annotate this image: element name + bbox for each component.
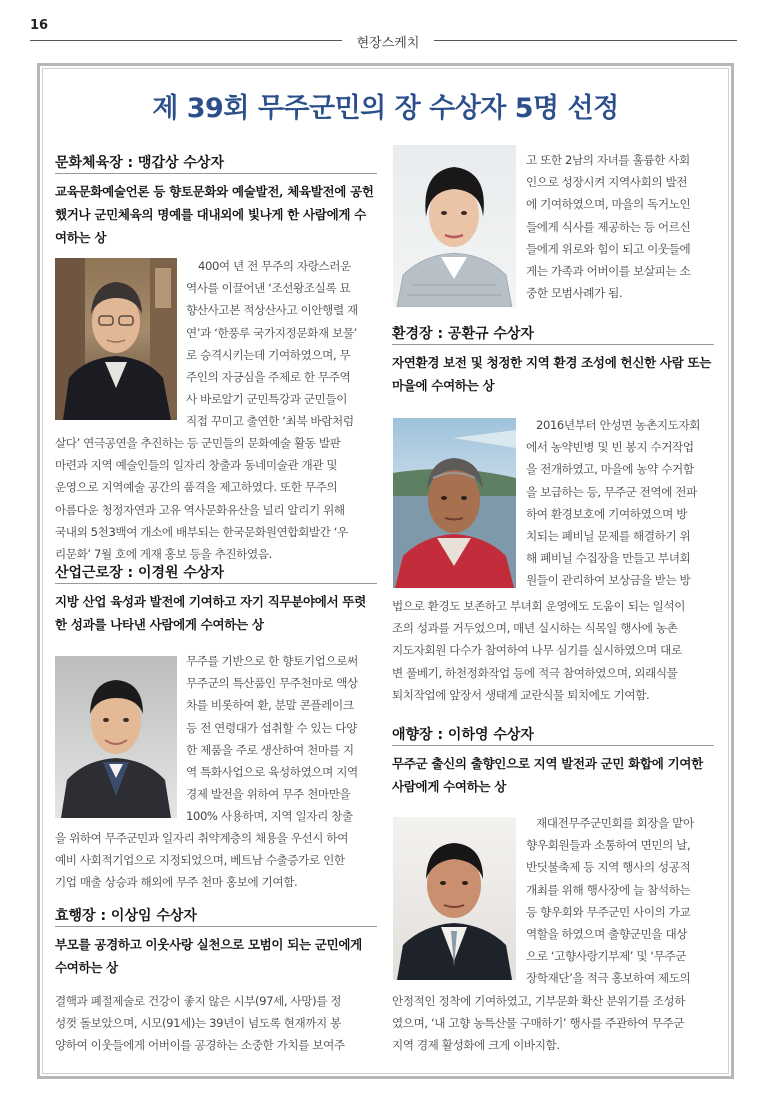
text-line: 성껏 돌보았으며, 시모(91세)는 39년이 넘도록 현재까지 봉 bbox=[55, 1016, 341, 1031]
text-line: 주인의 자긍심을 주제로 한 무주역 bbox=[186, 370, 351, 385]
text-line: 마련과 지역 예술인들의 일자리 창출과 동네미술관 개관 및 bbox=[55, 458, 338, 473]
award-subtitle: 무주군 출신의 출향인으로 지역 발전과 군민 화합에 기여한 사람에게 수여하는 상 bbox=[392, 756, 703, 794]
award-industry-body-full bbox=[55, 827, 378, 894]
text-line: 에 기여하였으며, 마을의 독거노인 bbox=[526, 197, 691, 212]
text-line: 해 폐비닐 수집장을 만들고 부녀회 bbox=[526, 551, 691, 566]
text-line: 양하여 이웃들에게 어버이를 공경하는 소중한 가치를 보여주 bbox=[55, 1038, 345, 1053]
award-industry-body-wrap bbox=[186, 650, 378, 828]
text-line: 중한 모범사례가 됨. bbox=[526, 286, 623, 301]
text-line: 리문화’ 7월 호에 게재 홍보 등을 추진하였음. bbox=[55, 547, 272, 562]
award-heading: 산업근로장 : 이경원 수상자 bbox=[55, 560, 377, 584]
text-line: 역 특화사업으로 육성하였으며 지역 bbox=[186, 765, 358, 780]
text-line: 향우회원들과 소통하여 면민의 날, bbox=[526, 838, 691, 853]
text-line: 살다’ 연극공연을 추진하는 등 군민들의 문화예술 활동 발판 bbox=[55, 436, 341, 450]
award-filial bbox=[55, 903, 377, 979]
text-line: 로 승격시키는데 기여하였으며, 무 bbox=[186, 347, 351, 362]
award-heading: 애향장 : 이하영 수상자 bbox=[392, 722, 714, 746]
award-culture-body-wrap bbox=[186, 255, 378, 433]
text-line: 예비 사회적기업으로 지정되었으며, 베트남 수출증가로 인한 bbox=[55, 853, 345, 868]
text-line: 사 바로알기 군민특강과 군민들이 bbox=[186, 392, 348, 407]
award-environment bbox=[392, 321, 714, 397]
award-culture-body-full bbox=[55, 432, 378, 565]
award-subtitle: 지방 산업 육성과 발전에 기여하고 자기 직무분야에서 뚜렷한 성과를 나타낸 사람에게 수여하는 상 bbox=[55, 594, 366, 632]
text-line: 등 향우회와 무주군민 사이의 가교 bbox=[526, 904, 691, 919]
text-line: 한 제품을 주로 생산하여 천마를 지 bbox=[186, 742, 354, 757]
text-line: 고 또한 2남의 자녀를 훌륭한 사회 bbox=[526, 153, 690, 167]
text-line: 게는 가족과 어버이를 보살피는 소 bbox=[526, 264, 691, 279]
text-line: 역사를 이끌어낸 ‘조선왕조실록 묘 bbox=[186, 281, 351, 296]
award-hometown-body-full bbox=[392, 990, 716, 1057]
text-line: 지도자회원 다수가 참여하여 나무 심기를 실시하였으며 대로 bbox=[392, 643, 682, 658]
text-line: 무주를 기반으로 한 향토기업으로써 bbox=[186, 654, 358, 668]
award-filial-body-continued bbox=[526, 149, 716, 304]
text-line: 기업 매출 상승과 해외에 무주 천마 홍보에 기여함. bbox=[55, 875, 298, 890]
text-line: 반딧불축제 등 지역 행사의 성공적 bbox=[526, 860, 691, 875]
award-heading: 효행장 : 이상임 수상자 bbox=[55, 903, 377, 927]
text-line: 을 위하여 무주군민과 일자리 취약계층의 채용을 우선시 하여 bbox=[55, 831, 348, 845]
text-line: 등 전 연령대가 섭취할 수 있는 다양 bbox=[186, 720, 357, 735]
text-line: 하여 환경보호에 기여하였으며 방 bbox=[526, 506, 688, 521]
text-line: 역할을 하였으며 출향군민을 대상 bbox=[526, 927, 688, 942]
text-line: 안정적인 정착에 기여하였고, 기부문화 확산 분위기를 조성하 bbox=[392, 994, 685, 1008]
text-line: 국내외 5천3백여 개소에 배부되는 한국문화원연합회발간 ‘우 bbox=[55, 524, 348, 539]
text-line: 차를 비롯하여 환, 분말 콘플레이크 bbox=[186, 698, 354, 713]
award-culture bbox=[55, 150, 377, 249]
text-line: 무주군의 특산품인 무주천마로 액상 bbox=[186, 676, 358, 691]
text-line: 을 보급하는 등, 무주군 전역에 전파 bbox=[526, 484, 697, 499]
text-line: 경제 발전을 위하여 무주 천마만을 bbox=[186, 787, 351, 802]
text-line: 에서 농약빈병 및 빈 봉지 수거작업 bbox=[526, 440, 694, 455]
portrait-lee-sangim bbox=[393, 145, 516, 307]
text-line: 재대전무주군민회를 회장을 맡아 bbox=[536, 816, 694, 830]
text-line: 연’과 ‘한풍루 국가지정문화재 보물’ bbox=[186, 325, 357, 340]
portrait-lee-hayeong bbox=[393, 817, 516, 980]
text-line: 원들이 관리하여 보상금을 받는 방 bbox=[526, 573, 691, 588]
award-industry bbox=[55, 560, 377, 636]
text-line: 장학재단’을 적극 홍보하여 제도의 bbox=[526, 971, 691, 986]
award-subtitle: 교육문화예술언론 등 향토문화와 예술발전, 체육발전에 공헌했거나 군민체육의 명예를 대내외에 빛나게 한 사람에게 수여하는 상 bbox=[55, 184, 374, 245]
section-name: 현장스케치 bbox=[356, 36, 420, 51]
text-line: 개최를 위해 행사장에 늘 참석하는 bbox=[526, 882, 691, 897]
text-line: 을 전개하였고, 마을에 농약 수거함 bbox=[526, 462, 694, 477]
text-line: 조의 성과를 거두었으며, 매년 실시하는 식목일 행사에 농촌 bbox=[392, 621, 678, 636]
text-line: 법으로 환경도 보존하고 부녀회 운영에도 도움이 되는 일석이 bbox=[392, 599, 685, 613]
text-line: 퇴치작업에 앞장서 생태계 교란식물 퇴치에도 기여함. bbox=[392, 687, 650, 702]
text-line: 인으로 성장시켜 지역사회의 발전 bbox=[526, 175, 688, 190]
text-line: 였으며, ‘내 고향 농특산물 구매하기’ 행사를 주관하여 무주군 bbox=[392, 1016, 685, 1031]
award-subtitle: 부모를 공경하고 이웃사랑 실천으로 모범이 되는 군민에게 수여하는 상 bbox=[55, 937, 362, 975]
text-line: 변 풀베기, 하천정화작업 등에 적극 참여하였으며, 외래식물 bbox=[392, 665, 678, 680]
header-rule-left bbox=[30, 40, 342, 41]
text-line: 향산사고본 적상산사고 이안행렬 재 bbox=[186, 303, 358, 318]
portrait-maeng-gapsang bbox=[55, 258, 177, 420]
text-line: 결핵과 폐절제술로 건강이 좋지 않은 시부(97세, 사망)를 정 bbox=[55, 994, 342, 1008]
award-hometown-body-wrap bbox=[526, 812, 716, 990]
award-hometown bbox=[392, 722, 714, 798]
award-environment-body-full bbox=[392, 595, 716, 706]
text-line: 들에게 위로와 힘이 되고 이웃들에 bbox=[526, 241, 691, 256]
header-rule-right bbox=[434, 40, 737, 41]
text-line: 들에게 식사를 제공하는 등 어르신 bbox=[526, 219, 691, 234]
text-line: 지역 경제 활성화에 크게 이바지함. bbox=[392, 1038, 560, 1053]
text-line: 치되는 폐비닐 문제를 해결하기 위 bbox=[526, 529, 691, 544]
text-line: 직접 꾸미고 출연한 ‘최북 바람처럼 bbox=[186, 414, 354, 429]
portrait-lee-gyeongwon bbox=[55, 656, 177, 818]
award-filial-body-full bbox=[55, 990, 378, 1057]
text-line: 2016년부터 안성면 농촌지도자회 bbox=[536, 418, 701, 432]
award-heading: 문화체육장 : 맹갑상 수상자 bbox=[55, 150, 377, 174]
text-line: 으로 ‘고향사랑기부제’ 및 ‘무주군 bbox=[526, 949, 687, 964]
article-title: 제 39회 무주군민의 장 수상자 5명 선정 bbox=[152, 93, 619, 124]
award-heading: 환경장 : 공환규 수상자 bbox=[392, 321, 714, 345]
text-line: 100% 사용하며, 지역 일자리 창출 bbox=[186, 809, 353, 824]
award-subtitle: 자연환경 보전 및 청정한 지역 환경 조성에 헌신한 사람 또는 마을에 수여하는 상 bbox=[392, 355, 712, 393]
text-line: 아름다운 청정자연과 고유 역사문화유산을 널리 알리기 위해 bbox=[55, 502, 345, 517]
text-line: 운영으로 지역예술 공간의 품격을 제고하였다. 또한 무주의 bbox=[55, 480, 338, 495]
award-environment-body-wrap bbox=[526, 414, 716, 592]
portrait-gong-hwangyu bbox=[393, 418, 516, 588]
page-number: 16 bbox=[30, 18, 49, 33]
text-line: 400여 년 전 무주의 자랑스러운 bbox=[198, 259, 351, 273]
